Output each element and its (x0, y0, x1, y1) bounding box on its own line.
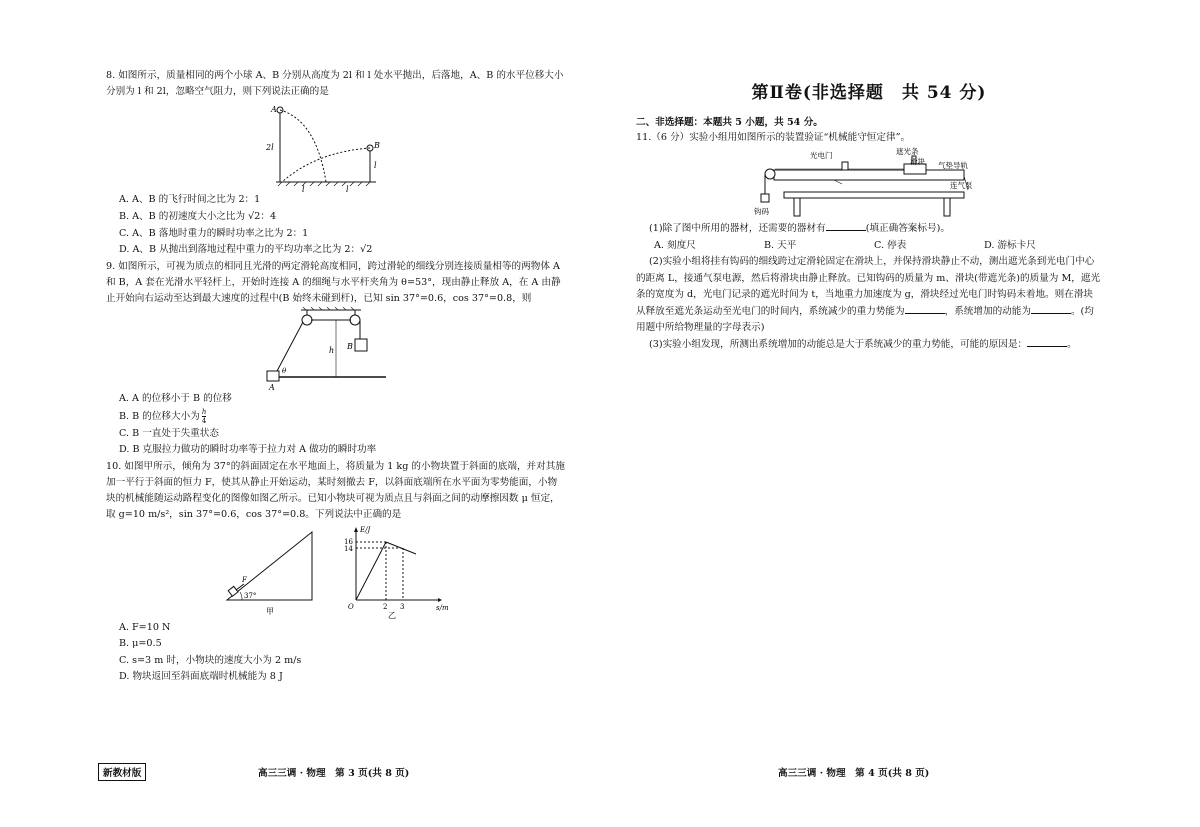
footer-left-page: 高三三调 · 物理 第 3 页(共 8 页) (258, 768, 410, 779)
q8-option-a: A. A、B 的飞行时间之比为 2：1 (119, 194, 261, 206)
q8-fig-height-b: l (374, 161, 377, 171)
q10-fig-x3: 3 (400, 602, 405, 611)
q10-figure-yi (338, 524, 450, 620)
q11-part1-end: (填正确答案标号)。 (865, 223, 950, 235)
q11-option-a: A. 刻度尺 (654, 240, 696, 252)
q8-fig-label-b: B (374, 141, 380, 151)
q10-fig-force-label: F (242, 575, 247, 584)
q8-fig-dist-2: l (346, 185, 349, 193)
edition-tag: 新教材版 (98, 763, 146, 781)
q11-fig-pump-label: 连气泵 (950, 181, 973, 191)
question-9 (106, 259, 566, 459)
q11-stem: 11.（6 分）实验小组用如图所示的装置验证“机械能守恒定律”。 (636, 132, 911, 143)
q11-answer-blank-4[interactable] (1027, 336, 1067, 347)
q10-option-a: A. F=10 N (119, 621, 171, 633)
q8-option-d: D. A、B 从抛出到落地过程中重力的平均功率之比为 2：√2 (119, 244, 373, 256)
q10-figures (106, 524, 566, 620)
right-page (636, 68, 1102, 354)
q10-fig-ylabel: E/J (360, 525, 371, 534)
q11-option-b: B. 天平 (764, 240, 797, 252)
q11-option-c: C. 停表 (874, 240, 907, 252)
q11-fig-gate-label: 光电门 (810, 151, 833, 161)
question-11 (636, 130, 1102, 354)
q10-fig-origin: O (348, 602, 354, 611)
q10-stem: 10. 如图甲所示，倾角为 37°的斜面固定在水平地面上，将质量为 1 kg 的小物块置于斜面的底端，并对其施加一平行于斜面的恒力 F，使其从静止开始运动，某时刻撤去 F，以斜面底端所在水平面为零势能面，小物块的机械能随运动路程变化的图像如图乙所示。已知小物块可视为质点且与斜面之间的动摩擦因数 μ 恒定，取 g=10 m/s²，sin 37°=0.6，cos 37°=0.8。下列说法中正确的是 (106, 460, 565, 521)
q8-option-c: C. A、B 落地时重力的瞬时功率之比为 2：1 (119, 227, 309, 239)
q9-fig-label-theta: θ (282, 367, 287, 376)
q9-option-c: C. B 一直处于失重状态 (119, 427, 219, 439)
q11-part3 (636, 336, 1102, 353)
q8-fig-label-a: A (271, 105, 277, 115)
q9-stem: 9. 如图所示，可视为质点的相同且光滑的两定滑轮高度相同，跨过滑轮的细线分别连接质量相等的两物体 A 和 B，A 套在光滑水平轻杆上，开始时连接 A 的细绳与水平杆夹角为 θ=53°，现由静止释放 A，在 A 由静止开始向右运动至达到最大速度的过程中(B 始终未碰到杆)，已知 sin 37°=0.6，cos 37°=0.8，则 (106, 260, 561, 305)
q11-part2-text-c: 。(均用题中所给物理量的字母表示) (636, 306, 1094, 334)
question-10 (106, 459, 566, 686)
q11-option-d: D. 游标卡尺 (984, 240, 1036, 252)
q10-figure-jia (222, 524, 322, 620)
footer-right-page: 高三三调 · 物理 第 4 页(共 8 页) (778, 768, 930, 779)
q11-part1 (636, 220, 1102, 237)
q11-fig-weight-label: 钩码 (754, 207, 769, 217)
left-page (106, 68, 566, 686)
q9-option-b-fraction (202, 408, 207, 425)
q10-option-d: D. 物块返回至斜面底端时机械能为 8 J (119, 671, 283, 683)
q11-part2 (636, 254, 1102, 336)
q11-part3-text-a: (3)实验小组发现，所测出系统增加的动能总是大于系统减少的重力势能，可能的原因是： (649, 339, 1028, 351)
q8-figure (266, 100, 406, 192)
q8-fig-dist-1: l (302, 185, 305, 193)
q10-option-b: B. μ=0.5 (119, 638, 162, 650)
q10-fig-x2: 2 (383, 602, 388, 611)
q8-option-b: B. A、B 的初速度大小之比为 √2：4 (119, 211, 277, 222)
q11-answer-blank-3[interactable] (1031, 303, 1071, 314)
q11-part1-text: (1)除了图中所用的器材，还需要的器材有 (649, 223, 826, 235)
q10-fig-caption-jia: 甲 (266, 606, 274, 616)
q9-fraction-den: 4 (201, 416, 207, 425)
q8-fig-height-a: 2l (266, 143, 274, 153)
q10-fig-xlabel: s/m (436, 603, 449, 612)
q10-fig-y14: 14 (344, 544, 353, 553)
q11-part2-text-b: ，系统增加的动能为 (944, 306, 1031, 318)
q11-fig-strip-label: 遮光条 (896, 147, 919, 157)
q10-fig-y16: 16 (344, 537, 353, 546)
q11-part3-text-b: 。 (1067, 339, 1077, 351)
q9-fig-label-a: A (269, 383, 275, 392)
q9-fraction-num: h (201, 407, 207, 416)
question-8 (106, 68, 566, 259)
q9-option-b (119, 408, 566, 426)
q11-answer-blank-2[interactable] (905, 303, 945, 314)
q11-fig-slider-label: 滑块 (910, 157, 925, 167)
section-title: 第Ⅱ卷(非选择题 共 54 分) (751, 83, 987, 103)
q11-answer-blank-1[interactable] (826, 220, 866, 231)
q9-figure (261, 307, 411, 391)
q9-option-b-text: B. B 的位移大小为 (119, 410, 200, 422)
q10-option-c: C. s=3 m 时，小物块的速度大小为 2 m/s (119, 654, 302, 666)
q11-options (654, 237, 1102, 254)
q11-fig-track-label: 气垫导轨 (938, 161, 968, 171)
q10-fig-angle-label: 37° (244, 591, 257, 600)
q11-part2-text-a: (2)实验小组将挂有钩码的细线跨过定滑轮固定在滑块上，并保持滑块静止不动，测出遮光条到光电门中心的距离 L，接通气泵电源，然后将滑块由静止释放。已知钩码的质量为 m、滑块(带遮光条)的质量为 M，遮光条的宽度为 d，光电门记录的遮光时间为 t，当地重力加速度为 g，滑块经过光电门时钩码未着地。则在滑块从释放至遮光条运动至光电门的时间内，系统减少的重力势能为 (636, 256, 1101, 318)
q9-option-a: A. A 的位移小于 B 的位移 (119, 393, 232, 405)
q9-fig-label-b: B (347, 342, 353, 352)
q9-option-d: D. B 克服拉力做功的瞬时功率等于拉力对 A 做功的瞬时功率 (119, 444, 377, 456)
q10-fig-caption-yi: 乙 (388, 610, 396, 620)
q9-fig-label-h: h (329, 346, 335, 356)
q8-stem: 8. 如图所示，质量相同的两个小球 A、B 分别从高度为 2l 和 l 处水平抛出，后落地，A、B 的水平位移大小分别为 l 和 2l，忽略空气阻力，则下列说法正确的是 (106, 70, 564, 98)
section-subtitle: 二、非选择题：本题共 5 小题，共 54 分。 (636, 117, 823, 128)
q11-figure (754, 146, 984, 220)
